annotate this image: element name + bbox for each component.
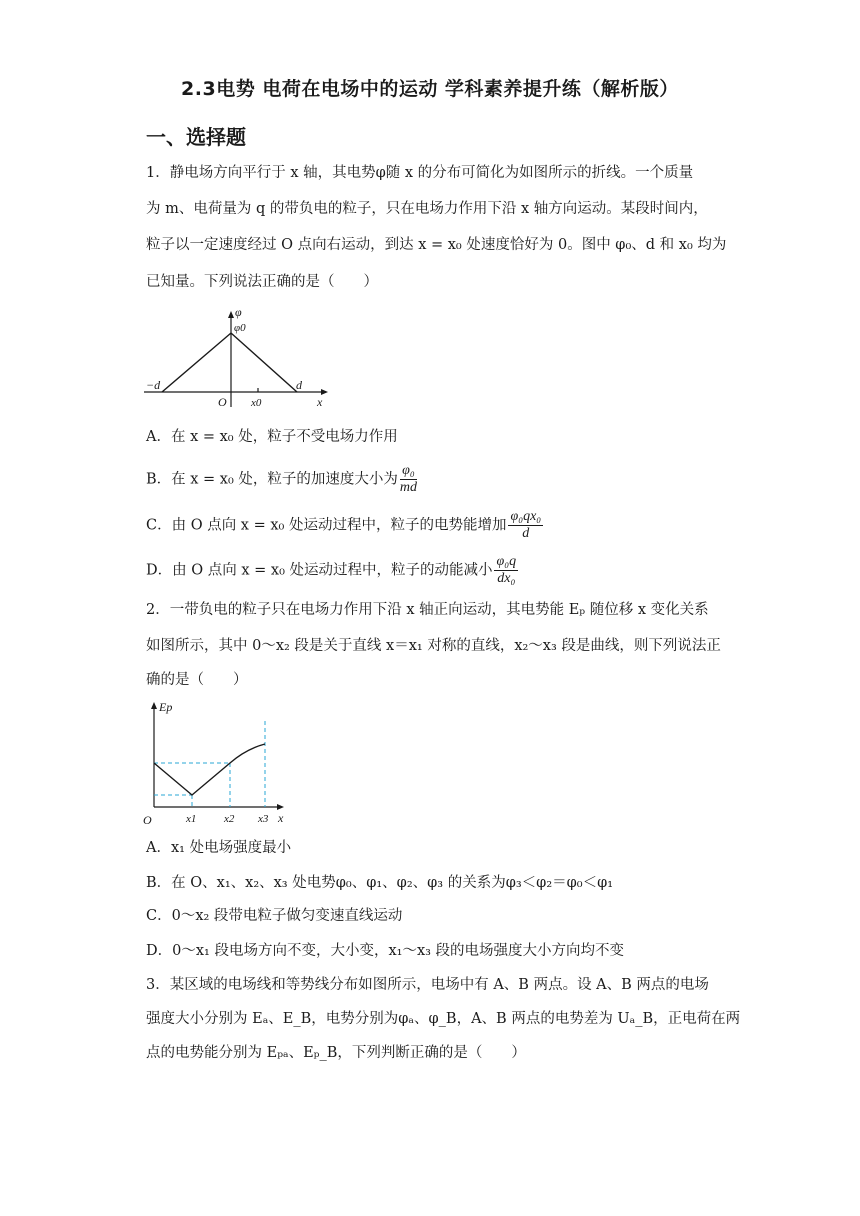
q1-option-d-text: D．由 O 点向 x = x₀ 处运动过程中，粒子的动能减小 xyxy=(146,562,493,579)
q2-x-arrow xyxy=(277,804,284,810)
q1-option-b-fraction xyxy=(400,463,417,496)
q2-origin-label: O xyxy=(143,813,152,827)
q1-option-d-num: φ₀q xyxy=(496,554,517,569)
q1-option-d xyxy=(146,554,726,587)
q1-peak-label: φ0 xyxy=(234,322,246,334)
q1-option-b-num: φ₀ xyxy=(400,463,417,480)
q1-potential-graph xyxy=(140,305,340,410)
q1-option-b-den: md xyxy=(399,480,418,495)
q3-line1: 3．某区域的电场线和等势线分布如图所示，电场中有 A、B 两点。设 A、B 两点的电场 xyxy=(146,977,709,993)
q2-option-a: A．x₁ 处电场强度最小 xyxy=(146,840,292,856)
q2-line2: 如图所示，其中 0～x₂ 段是关于直线 x＝x₁ 对称的直线，x₂～x₃ 段是曲线，则下列说法正 xyxy=(146,638,721,654)
q1-line4: 已知量。下列说法正确的是（ ） xyxy=(146,274,378,290)
q1-option-c-fraction xyxy=(508,509,543,542)
q1-option-b xyxy=(146,463,726,496)
q2-energy-curve xyxy=(154,744,265,795)
q1-potential-line xyxy=(162,333,297,392)
q2-x1-label: x1 xyxy=(186,813,197,825)
q1-option-c-num: φ₀qx₀ xyxy=(510,509,542,524)
q1-option-c-den: d xyxy=(522,526,530,541)
page-title: 2.3电势 电荷在电场中的运动 学科素养提升练（解析版） xyxy=(181,78,679,100)
q3-line3: 点的电势能分别为 Eₚₐ、Eₚ_B，下列判断正确的是（ ） xyxy=(146,1045,526,1061)
q1-option-a: A．在 x = x₀ 处，粒子不受电场力作用 xyxy=(146,429,398,445)
q2-x2-label: x2 xyxy=(224,813,235,825)
q1-origin-label: O xyxy=(218,395,227,409)
q2-option-d: D．0～x₁ 段电场方向不变，大小变，x₁～x₃ 段的电场强度大小方向均不变 xyxy=(146,943,625,959)
q2-option-b: B．在 O、x₁、x₂、x₃ 处电势φ₀、φ₁、φ₂、φ₃ 的关系为φ₃＜φ₂＝φ₀＜φ₁ xyxy=(146,875,614,891)
q1-x-label: x xyxy=(317,395,323,409)
q1-option-c-text: C．由 O 点向 x = x₀ 处运动过程中，粒子的电势能增加 xyxy=(146,517,507,534)
q2-x-label: x xyxy=(278,811,284,825)
q1-y-arrow xyxy=(228,311,234,318)
q2-option-c: C．0～x₂ 段带电粒子做匀变速直线运动 xyxy=(146,908,403,924)
q1-option-b-text: B．在 x = x₀ 处，粒子的加速度大小为 xyxy=(146,471,398,488)
q1-left-label: −d xyxy=(146,378,161,392)
q2-y-arrow xyxy=(151,702,157,709)
q2-energy-graph xyxy=(140,697,300,829)
q1-option-d-fraction xyxy=(494,554,518,587)
q1-line1: 1．静电场方向平行于 x 轴，其电势φ随 x 的分布可简化为如图所示的折线。一个质量 xyxy=(146,165,694,181)
q2-x3-label: x3 xyxy=(258,813,269,825)
section-heading: 一、选择题 xyxy=(146,125,246,149)
q1-y-label: φ xyxy=(235,305,242,319)
q2-y-label: Ep xyxy=(159,700,173,714)
q2-line1: 2．一带负电的粒子只在电场力作用下沿 x 轴正向运动，其电势能 Eₚ 随位移 x 变化关系 xyxy=(146,602,709,618)
q1-line2: 为 m、电荷量为 q 的带负电的粒子，只在电场力作用下沿 x 轴方向运动。某段时间内， xyxy=(146,201,708,217)
q1-option-d-den: dx₀ xyxy=(497,571,516,586)
q1-option-c xyxy=(146,509,726,542)
q1-right-label: d xyxy=(296,378,302,392)
q2-line3: 确的是（ ） xyxy=(146,672,248,688)
q1-line3: 粒子以一定速度经过 O 点向右运动，到达 x = x₀ 处速度恰好为 0。图中 φ₀、d 和 x₀ 均为 xyxy=(146,237,727,253)
q3-line2: 强度大小分别为 Eₐ、E_B，电势分别为φₐ、φ_B，A、B 两点的电势差为 Uₐ_B，正电荷在两 xyxy=(146,1011,741,1027)
q1-x0-label: x0 xyxy=(251,397,262,409)
